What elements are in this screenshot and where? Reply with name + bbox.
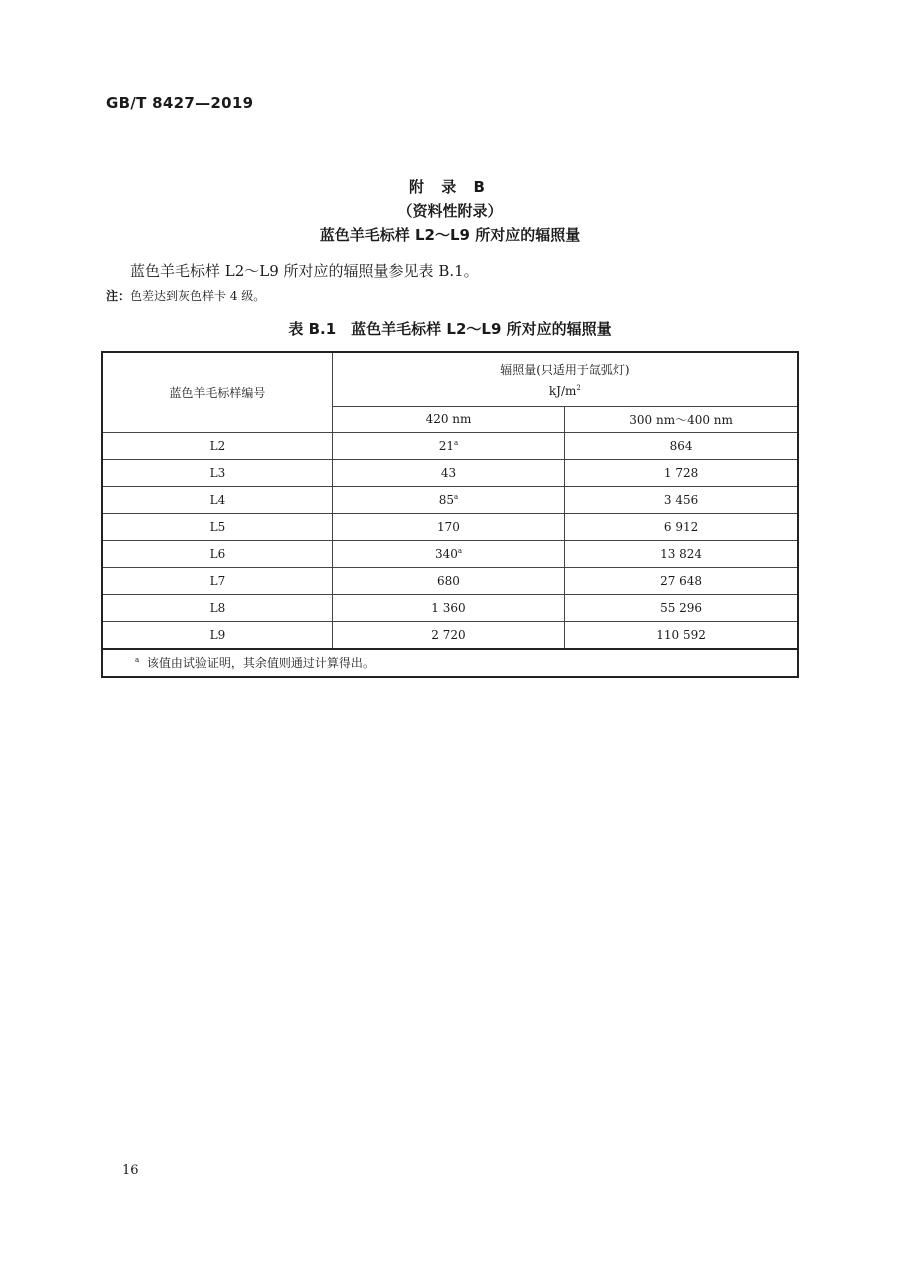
table-row [102,567,798,594]
table-row [102,621,798,649]
value-420: 43 [440,465,457,480]
value-420-cell [332,621,564,649]
value-300-400-cell: 55 296 [565,594,798,621]
table-row [102,513,798,540]
sample-id-cell: L3 [102,459,332,486]
value-300-400-cell: 13 824 [565,540,798,567]
table-row [102,432,798,459]
appendix-heading: 蓝色羊毛标样 L2～L9 所对应的辐照量 [319,226,581,244]
table-caption: 表 B.1 蓝色羊毛标样 L2～L9 所对应的辐照量 [288,320,612,338]
irradiance-table [101,351,799,678]
appendix-subtitle: （资料性附录） [397,202,503,220]
footnote-marker: a [457,546,463,555]
sample-id-cell: L2 [102,432,332,459]
value-420: 1 360 [431,600,466,615]
sample-id-cell: L7 [102,567,332,594]
sample-id-cell: L9 [102,621,332,649]
value-420-cell [332,594,564,621]
table-row [102,486,798,513]
sample-id-cell: L8 [102,594,332,621]
footnote-marker: a [454,438,459,447]
table-row [102,594,798,621]
value-420-cell [332,540,564,567]
footnote-text: 该值由试验证明，其余值则通过计算得出。 [146,656,375,670]
value-420: 340 [434,546,458,561]
table-footnote [102,649,798,677]
table-row [102,459,798,486]
body-paragraph: 蓝色羊毛标样 L2～L9 所对应的辐照量参见表 B.1。 [130,262,479,280]
value-300-400-cell: 27 648 [565,567,798,594]
value-420-cell [332,486,564,513]
value-300-400-cell: 6 912 [565,513,798,540]
value-420: 680 [437,573,460,588]
standard-code: GB/T 8427—2019 [106,94,254,112]
sub-header-420: 420 nm [332,406,564,432]
note [106,287,265,304]
sub-header-300-400: 300 nm～400 nm [565,406,798,432]
value-300-400-cell: 3 456 [565,486,798,513]
value-420-cell [332,432,564,459]
note-label: 注： [106,289,131,303]
value-420: 2 720 [431,627,466,642]
footnote-mark: a [135,656,140,664]
appendix-title: 附 录 B [409,178,491,196]
value-420-cell [332,459,564,486]
sample-id-cell: L5 [102,513,332,540]
footnote-marker: a [454,492,459,501]
table-row [102,540,798,567]
value-420-cell [332,513,564,540]
page-number: 16 [122,1163,139,1178]
sample-id-cell: L6 [102,540,332,567]
value-300-400-cell: 1 728 [565,459,798,486]
value-300-400-cell: 864 [565,432,798,459]
group-header [332,352,798,406]
note-text: 色差达到灰色样卡 4 级。 [130,289,266,303]
col0-header: 蓝色羊毛标样编号 [102,352,332,432]
value-420: 21 [438,438,455,453]
unit-label [333,384,797,398]
sample-id-cell: L4 [102,486,332,513]
value-420-cell [332,567,564,594]
value-420: 85 [438,492,455,507]
unit-base: kJ/m [548,383,577,398]
value-420: 170 [437,519,460,534]
value-300-400-cell: 110 592 [565,621,798,649]
unit-exponent: 2 [576,383,581,392]
group-header-label: 辐照量(只适用于氙弧灯) [500,362,630,377]
